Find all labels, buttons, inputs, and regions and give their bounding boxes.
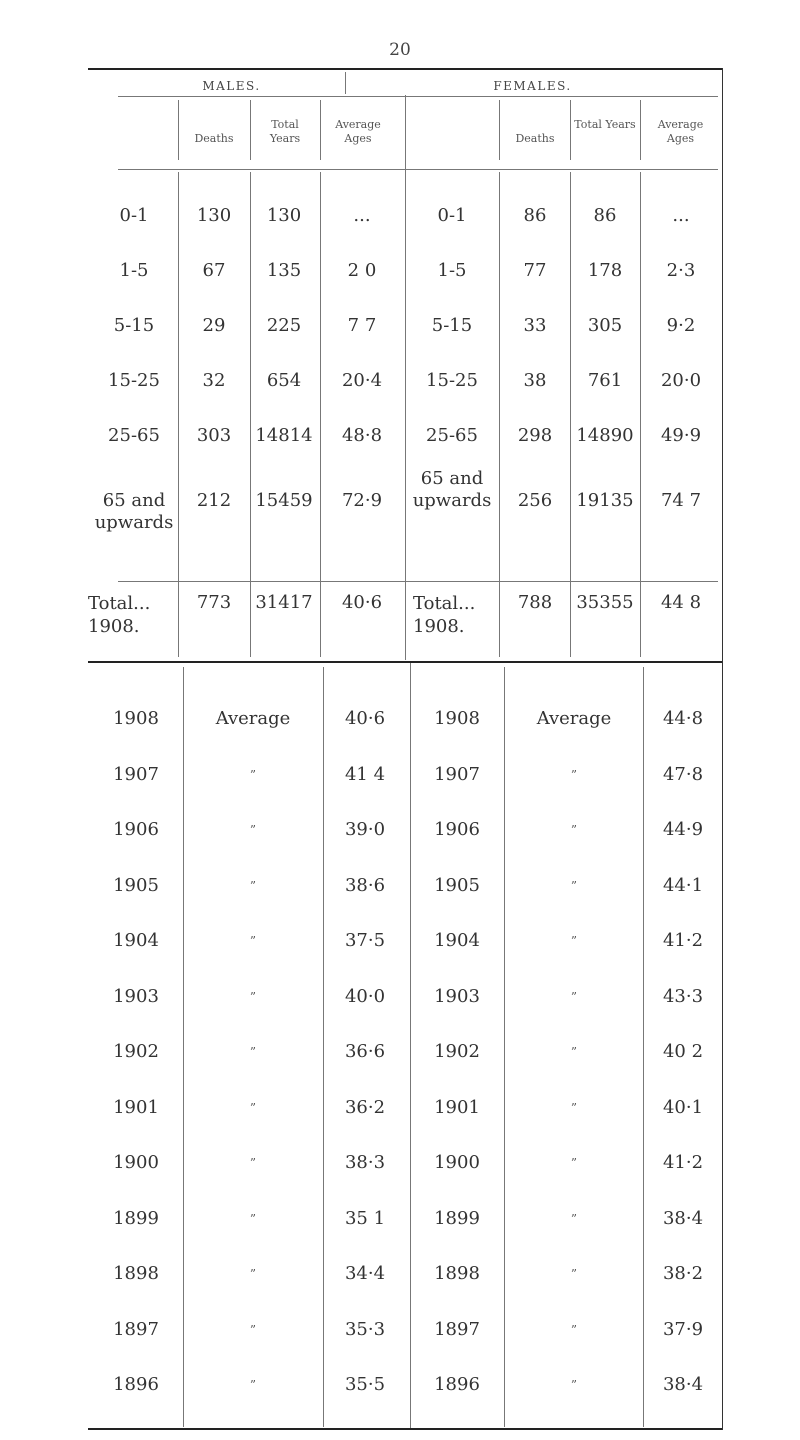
males-ditto-mark: ” <box>249 1045 257 1059</box>
males-average-age: 36·6 <box>344 1041 386 1062</box>
total-rule <box>118 581 718 582</box>
females-ditto-mark: ” <box>570 1378 578 1392</box>
body-sep-f2 <box>570 172 571 657</box>
females-year: 1897 <box>434 1319 480 1340</box>
females-header: FEMALES. <box>493 79 572 93</box>
males-age-group: 25-65 <box>108 425 160 446</box>
females-deaths: 86 <box>523 205 547 226</box>
females-year: 1907 <box>434 764 480 785</box>
header-rule <box>118 169 718 170</box>
females-ditto-mark: ” <box>570 1267 578 1281</box>
middle-rule <box>88 661 723 663</box>
males-age-group: 5-15 <box>113 315 155 336</box>
females-average-age: 38·4 <box>662 1374 704 1395</box>
males-average-age: ... <box>353 205 371 226</box>
males-year: 1907 <box>113 764 159 785</box>
males-year: 1908 <box>113 708 159 729</box>
males-year: 1897 <box>113 1319 159 1340</box>
males-ditto-mark: ” <box>249 1267 257 1281</box>
males-total-label: Total... 1908. <box>88 593 151 637</box>
males-total-deaths: 773 <box>196 592 232 613</box>
males-deaths: 130 <box>196 205 232 226</box>
males-ditto-mark: ” <box>249 934 257 948</box>
males-ditto-mark: ” <box>249 879 257 893</box>
lower-sep-2 <box>323 667 324 1427</box>
males-age-group: 1-5 <box>119 260 149 281</box>
females-age-group: 5-15 <box>431 315 473 336</box>
females-average-ages-header: Average Ages <box>657 118 704 145</box>
females-age-group: 65 and upwards <box>412 468 492 511</box>
males-average-age: 35·5 <box>344 1374 386 1395</box>
females-year: 1908 <box>434 708 480 729</box>
males-ditto-mark: ” <box>249 1156 257 1170</box>
females-age-group: 1-5 <box>437 260 467 281</box>
males-year: 1902 <box>113 1041 159 1062</box>
males-deaths: 67 <box>202 260 226 281</box>
males-total-years: 654 <box>266 370 302 391</box>
hdr-sep-f3 <box>640 100 641 160</box>
females-age-group: 0-1 <box>437 205 467 226</box>
males-average-age: 2 0 <box>347 260 377 281</box>
males-ditto-mark: ” <box>249 768 257 782</box>
males-total-years: 14814 <box>255 425 313 446</box>
females-average-age: 37·9 <box>662 1319 704 1340</box>
males-age-group: 15-25 <box>108 370 160 391</box>
females-age-group: 25-65 <box>426 425 478 446</box>
females-total-years: 14890 <box>576 425 634 446</box>
females-average-age: 38·4 <box>662 1208 704 1229</box>
males-year: 1898 <box>113 1263 159 1284</box>
hdr-sep-m2 <box>250 100 251 160</box>
hdr-sep-f1 <box>499 100 500 160</box>
body-sep-m1 <box>178 172 179 657</box>
males-average-age: 41 4 <box>344 764 386 785</box>
females-deaths: 77 <box>523 260 547 281</box>
body-sep-m2 <box>250 172 251 657</box>
females-year: 1905 <box>434 875 480 896</box>
body-sep-m3 <box>320 172 321 657</box>
females-year: 1900 <box>434 1152 480 1173</box>
females-average-age: 44·9 <box>662 819 704 840</box>
males-average-age: 35 1 <box>344 1208 386 1229</box>
females-average-age: 41·2 <box>662 1152 704 1173</box>
females-total-label: Total... 1908. <box>413 593 476 637</box>
hdr-sep-f2 <box>570 100 571 160</box>
males-average-label: Average <box>215 708 291 729</box>
body-sep-f1 <box>499 172 500 657</box>
females-ditto-mark: ” <box>570 1156 578 1170</box>
females-ditto-mark: ” <box>570 1323 578 1337</box>
females-total-years: 178 <box>587 260 623 281</box>
females-total-years: 761 <box>587 370 623 391</box>
females-total-years: 86 <box>593 205 617 226</box>
males-average-age: 20·4 <box>341 370 383 391</box>
females-year: 1903 <box>434 986 480 1007</box>
males-average-age: 38·3 <box>344 1152 386 1173</box>
females-deaths: 298 <box>517 425 553 446</box>
males-total-years: 135 <box>266 260 302 281</box>
males-total-years-header: Total Years <box>269 118 301 145</box>
mid-divider-lower <box>410 663 411 1428</box>
females-average-age: 43·3 <box>662 986 704 1007</box>
males-age-group: 0-1 <box>119 205 149 226</box>
males-deaths: 32 <box>202 370 226 391</box>
females-average-age: 9·2 <box>666 315 696 336</box>
right-border <box>722 68 723 1430</box>
females-deaths-header: Deaths <box>515 132 555 145</box>
males-average-age: 48·8 <box>341 425 383 446</box>
females-year: 1896 <box>434 1374 480 1395</box>
males-total-years: 15459 <box>255 490 313 511</box>
males-ditto-mark: ” <box>249 1378 257 1392</box>
hdr-sep-m3 <box>320 100 321 160</box>
males-average-age: 35·3 <box>344 1319 386 1340</box>
males-age-group: 65 and upwards <box>94 490 174 533</box>
males-average-age: 37·5 <box>344 930 386 951</box>
body-sep-f3 <box>640 172 641 657</box>
females-average-age: 47·8 <box>662 764 704 785</box>
bottom-rule-visible <box>88 1428 723 1430</box>
males-average-age: 40·6 <box>344 708 386 729</box>
females-year: 1904 <box>434 930 480 951</box>
males-year: 1906 <box>113 819 159 840</box>
females-deaths: 33 <box>523 315 547 336</box>
males-year: 1899 <box>113 1208 159 1229</box>
males-year: 1904 <box>113 930 159 951</box>
females-average-label: Average <box>536 708 612 729</box>
females-total-years-header: Total Years <box>574 118 636 131</box>
males-year: 1900 <box>113 1152 159 1173</box>
females-average-age: 41·2 <box>662 930 704 951</box>
females-total-average: 44 8 <box>660 592 702 613</box>
hdr-sep-m1 <box>178 100 179 160</box>
females-ditto-mark: ” <box>570 768 578 782</box>
males-total-average: 40·6 <box>341 592 383 613</box>
females-year: 1898 <box>434 1263 480 1284</box>
males-total-years: 31417 <box>255 592 313 613</box>
males-average-age: 40·0 <box>344 986 386 1007</box>
males-average-age: 38·6 <box>344 875 386 896</box>
females-average-age: 2·3 <box>666 260 696 281</box>
females-ditto-mark: ” <box>570 1045 578 1059</box>
page-number: 20 <box>389 40 411 60</box>
males-average-age: 72·9 <box>341 490 383 511</box>
females-average-age: 20·0 <box>660 370 702 391</box>
females-year: 1899 <box>434 1208 480 1229</box>
males-year: 1901 <box>113 1097 159 1118</box>
females-total-years: 35355 <box>576 592 634 613</box>
males-total-years: 130 <box>266 205 302 226</box>
females-year: 1902 <box>434 1041 480 1062</box>
females-average-age: 40·1 <box>662 1097 704 1118</box>
males-deaths: 303 <box>196 425 232 446</box>
males-average-age: 39·0 <box>344 819 386 840</box>
females-average-age: 44·8 <box>662 708 704 729</box>
males-average-age: 36·2 <box>344 1097 386 1118</box>
females-total-deaths: 788 <box>517 592 553 613</box>
males-header: MALES. <box>202 79 261 93</box>
top-rule <box>88 68 723 70</box>
females-total-years: 305 <box>587 315 623 336</box>
females-ditto-mark: ” <box>570 990 578 1004</box>
females-ditto-mark: ” <box>570 934 578 948</box>
males-average-age: 34·4 <box>344 1263 386 1284</box>
males-year: 1903 <box>113 986 159 1007</box>
males-average-ages-header: Average Ages <box>335 118 381 145</box>
females-ditto-mark: ” <box>570 879 578 893</box>
females-year: 1906 <box>434 819 480 840</box>
males-deaths: 212 <box>196 490 232 511</box>
males-ditto-mark: ” <box>249 1101 257 1115</box>
males-ditto-mark: ” <box>249 990 257 1004</box>
males-deaths-header: Deaths <box>194 132 234 145</box>
males-ditto-mark: ” <box>249 823 257 837</box>
males-average-age: 7 7 <box>347 315 377 336</box>
females-average-age: 44·1 <box>662 875 704 896</box>
females-average-age: 40 2 <box>662 1041 704 1062</box>
females-ditto-mark: ” <box>570 1212 578 1226</box>
females-age-group: 15-25 <box>426 370 478 391</box>
females-ditto-mark: ” <box>570 1101 578 1115</box>
females-average-age: 38·2 <box>662 1263 704 1284</box>
males-deaths: 29 <box>202 315 226 336</box>
females-average-age: ... <box>672 205 690 226</box>
males-ditto-mark: ” <box>249 1323 257 1337</box>
males-year: 1896 <box>113 1374 159 1395</box>
females-deaths: 38 <box>523 370 547 391</box>
males-year: 1905 <box>113 875 159 896</box>
males-ditto-mark: ” <box>249 1212 257 1226</box>
females-year: 1901 <box>434 1097 480 1118</box>
females-average-age: 49·9 <box>660 425 702 446</box>
females-deaths: 256 <box>517 490 553 511</box>
males-total-years: 225 <box>266 315 302 336</box>
females-ditto-mark: ” <box>570 823 578 837</box>
females-average-age: 74 7 <box>660 490 702 511</box>
females-total-years: 19135 <box>576 490 634 511</box>
